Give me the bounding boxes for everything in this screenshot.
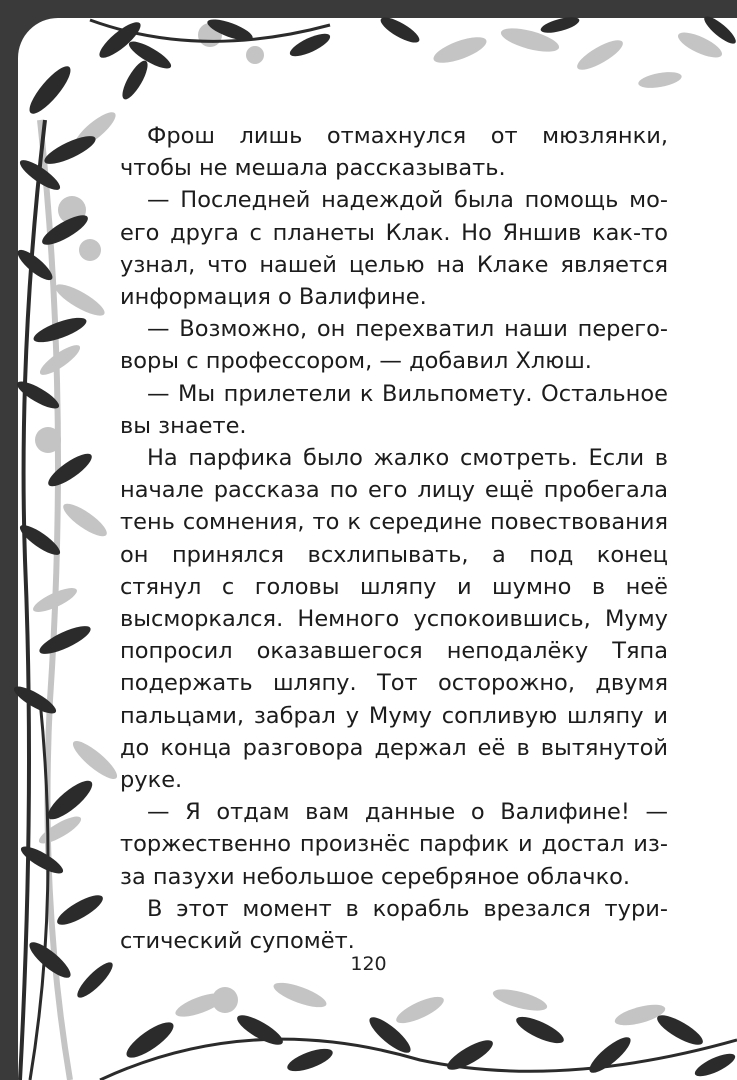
dark-foliage-top — [90, 13, 737, 103]
paragraph-6: — Я отдам вам данные о Валифине! — торжественно произнёс парфик и достал из-за пазухи небольшое серебряное облачко. — [120, 799, 668, 890]
paragraph-3: — Возможно, он перехватил наши переговоры с профессором, — добавил Хлюш. — [120, 316, 668, 375]
paragraph-2: — Последней надеждой была помощь моего друга с планеты Клак. Но Яншив как-то узнал, что нашей целью на Клаке является информация о Валифине. — [120, 187, 668, 311]
paragraph-5: На парфика было жалко смотреть. Если в начале рассказа по его лицу ещё пробегала тень сомнения, то к середине повествования он принялся всхлипывать, а под конец стянул с головы шляпу и шумно в неё высморкался. Немного успокоившись, Муму попросил оказавшегося неподалёку Тяпа подержать шляпу. Тот осторожно, двумя пальцами, забрал у Муму сопливую шляпу и до конца разговора держал её в вытянутой руке. — [120, 445, 668, 794]
paragraph-4: — Мы прилетели к Вильпомету. Остальное вы знаете. — [120, 380, 668, 439]
story-text — [120, 120, 668, 957]
paragraph-1: Фрош лишь отмахнулся от мюзлянки, чтобы не мешала рассказывать. — [120, 123, 668, 182]
paragraph-7: В этот момент в корабль врезался туристический супомёт. — [120, 895, 668, 955]
page-number: 120 — [350, 953, 387, 975]
